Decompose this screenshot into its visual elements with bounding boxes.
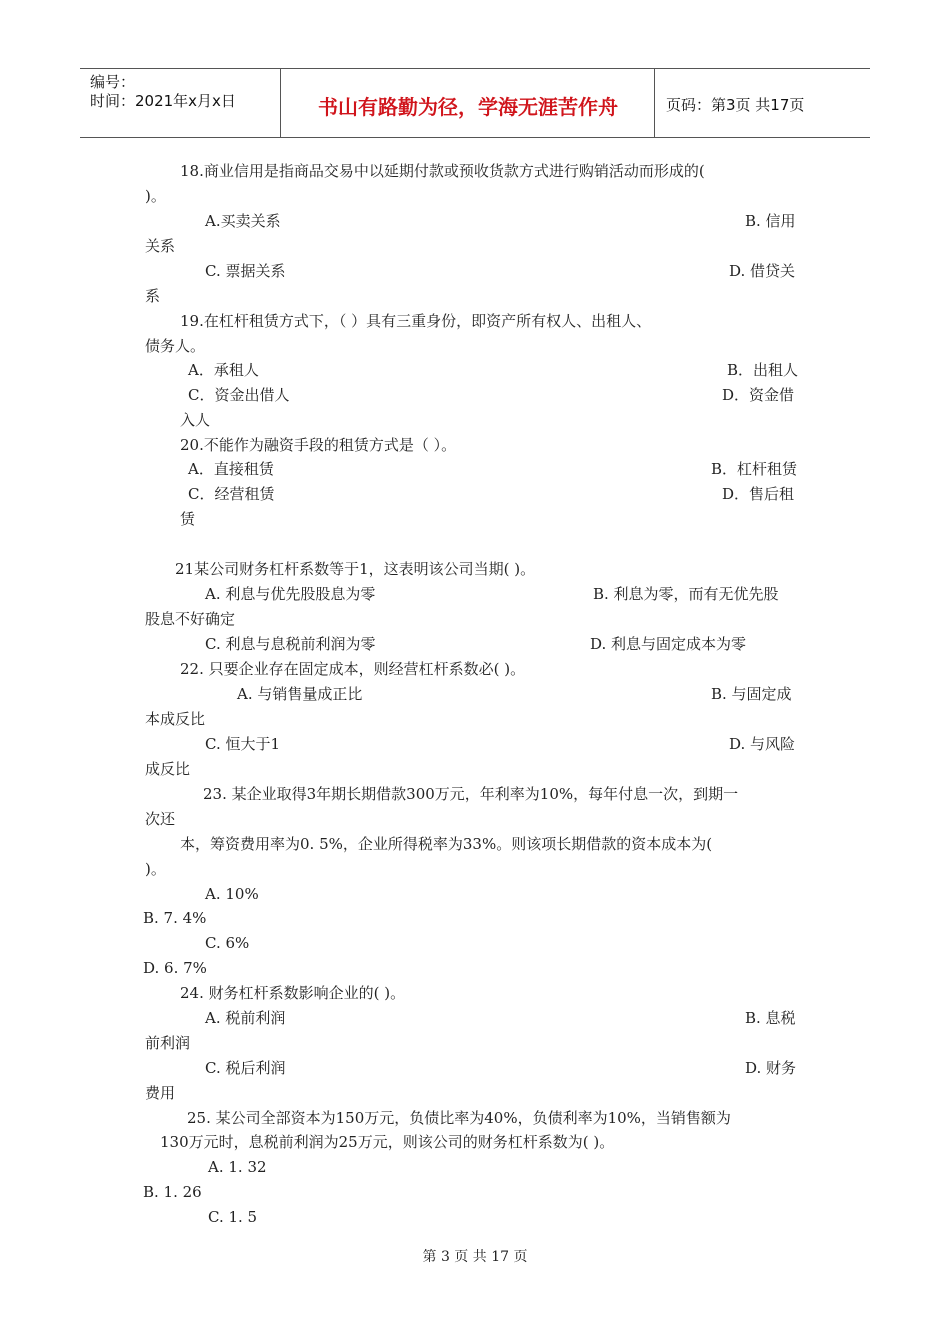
q24-option-a: A. 税前利润 — [205, 1009, 286, 1027]
question-23-cont: 本，筹资费用率为0. 5%，企业所得税率为33%。则该项长期借款的资本成本为( — [180, 835, 713, 853]
q19-option-c: C．资金出借人 — [188, 386, 290, 404]
q21-option-b: B. 利息为零，而有无优先股 — [593, 585, 779, 603]
q19-option-d: D．资金借 — [722, 386, 795, 404]
q18-option-c: C. 票据关系 — [205, 262, 286, 280]
question-18-cont: )。 — [145, 187, 166, 205]
question-23-cont: 次还 — [145, 810, 176, 828]
q22-option-d-cont: 成反比 — [145, 760, 191, 778]
q23-option-d: D. 6. 7% — [143, 959, 207, 977]
header-page-info: 页码：第3页 共17页 — [666, 96, 805, 114]
question-23: 23. 某企业取得3年期长期借款300万元，年利率为10%，每年付息一次，到期一 — [203, 785, 739, 803]
q23-option-b: B. 7. 4% — [143, 909, 207, 927]
q22-option-c: C. 恒大于1 — [205, 735, 281, 753]
q18-option-d: D. 借贷关 — [729, 262, 796, 280]
q20-option-b: B．杠杆租赁 — [711, 460, 798, 478]
question-25: 25. 某公司全部资本为150万元，负债比率为40%，负债利率为10%，当销售额为 — [187, 1109, 731, 1127]
q18-option-d-cont: 系 — [145, 287, 161, 305]
q24-option-d-cont: 费用 — [145, 1084, 176, 1102]
question-24: 24. 财务杠杆系数影响企业的( )。 — [180, 984, 406, 1002]
q21-option-d: D. 利息与固定成本为零 — [590, 635, 747, 653]
q24-option-b-cont: 前利润 — [145, 1034, 191, 1052]
q18-option-b: B. 信用 — [745, 212, 796, 230]
question-18: 18.商业信用是指商品交易中以延期付款或预收货款方式进行购销活动而形成的( — [180, 162, 705, 180]
q23-option-c: C. 6% — [205, 934, 250, 952]
question-19-cont: 债务人。 — [145, 337, 206, 355]
q19-option-a: A．承租人 — [188, 361, 259, 379]
question-19: 19.在杠杆租赁方式下，（ ）具有三重身份，即资产所有权人、出租人、 — [180, 312, 652, 330]
q20-option-d-cont: 赁 — [180, 510, 196, 528]
page-header — [80, 68, 870, 138]
q24-option-d: D. 财务 — [745, 1059, 797, 1077]
q25-option-c: C. 1. 5 — [208, 1208, 258, 1226]
question-21: 21某公司财务杠杆系数等于1，这表明该公司当期( )。 — [175, 560, 536, 578]
q21-option-b-cont: 股息不好确定 — [145, 610, 236, 628]
question-22: 22. 只要企业存在固定成本，则经营杠杆系数必( )。 — [180, 660, 526, 678]
q18-option-a: A.买卖关系 — [205, 212, 281, 230]
q19-option-b: B．出租人 — [727, 361, 799, 379]
document-number: 编号： — [90, 73, 136, 91]
q22-option-b-cont: 本成反比 — [145, 710, 206, 728]
q24-option-b: B. 息税 — [745, 1009, 796, 1027]
q22-option-b: B. 与固定成 — [711, 685, 792, 703]
question-25-cont: 130万元时，息税前利润为25万元，则该公司的财务杠杆系数为( )。 — [160, 1133, 615, 1151]
document-time: 时间：2021年x月x日 — [90, 92, 236, 110]
q25-option-a: A. 1. 32 — [208, 1158, 267, 1176]
q22-option-a: A. 与销售量成正比 — [237, 685, 363, 703]
q24-option-c: C. 税后利润 — [205, 1059, 286, 1077]
q18-option-b-cont: 关系 — [145, 237, 176, 255]
q21-option-c: C. 利息与息税前利润为零 — [205, 635, 376, 653]
q20-option-a: A．直接租赁 — [188, 460, 274, 478]
question-20: 20.不能作为融资手段的租赁方式是（ ）。 — [180, 436, 457, 454]
header-divider — [654, 69, 655, 137]
page-footer: 第 3 页 共 17 页 — [422, 1249, 528, 1265]
q19-option-d-cont: 入人 — [180, 411, 211, 429]
q25-option-b: B. 1. 26 — [143, 1183, 202, 1201]
header-divider — [280, 69, 281, 137]
q20-option-c: C．经营租赁 — [188, 485, 275, 503]
q20-option-d: D．售后租 — [722, 485, 795, 503]
header-motto: 书山有路勤为径，学海无涯苦作舟 — [318, 95, 618, 119]
question-23-cont: )。 — [145, 860, 166, 878]
q21-option-a: A. 利息与优先股股息为零 — [205, 585, 376, 603]
q22-option-d: D. 与风险 — [729, 735, 796, 753]
q23-option-a: A. 10% — [205, 885, 259, 903]
header-meta — [90, 73, 236, 111]
